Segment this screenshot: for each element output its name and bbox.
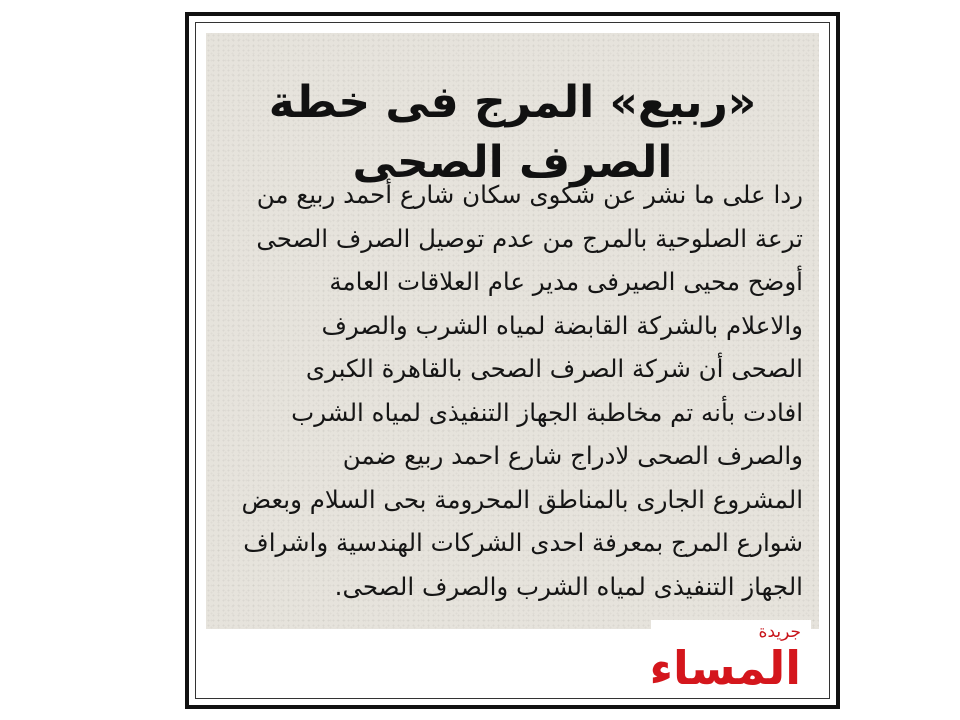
article-headline: «ربيع» المرج فى خطة الصرف الصحى xyxy=(268,77,757,188)
article-line: الجهاز التنفيذى لمياه الشرب والصرف الصحى. xyxy=(334,571,803,601)
article-line: أوضح محيى الصيرفى مدير عام العلاقات العامة xyxy=(329,267,803,296)
article-line: شوارع المرج بمعرفة احدى الشركات الهندسية واشراف xyxy=(243,528,803,557)
article-line: المشروع الجارى بالمناطق المحرومة بحى السلام وبعض xyxy=(241,484,803,514)
inner-border xyxy=(195,22,830,699)
newspaper-logo xyxy=(651,620,811,699)
article-line: افادت بأنه تم مخاطبة الجهاز التنفيذى لمياه الشرب xyxy=(291,397,803,427)
article-line: ردا على ما نشر عن شكوى سكان شارع أحمد ربيع من xyxy=(256,180,803,209)
article-line: الصحى أن شركة الصرف الصحى بالقاهرة الكبرى xyxy=(305,354,803,383)
newspaper-clipping xyxy=(206,33,819,629)
article-line: والصرف الصحى لادراج شارع احمد ربيع ضمن xyxy=(342,441,803,470)
logo-caption: جريدة xyxy=(758,622,801,642)
article-body xyxy=(224,173,803,608)
image-frame xyxy=(185,12,840,709)
article-line: ترعة الصلوحية بالمرج من عدم توصيل الصرف الصحى xyxy=(256,223,803,253)
logo-title: المساء xyxy=(649,641,801,695)
article-line: والاعلام بالشركة القابضة لمياه الشرب والصرف xyxy=(321,310,803,340)
